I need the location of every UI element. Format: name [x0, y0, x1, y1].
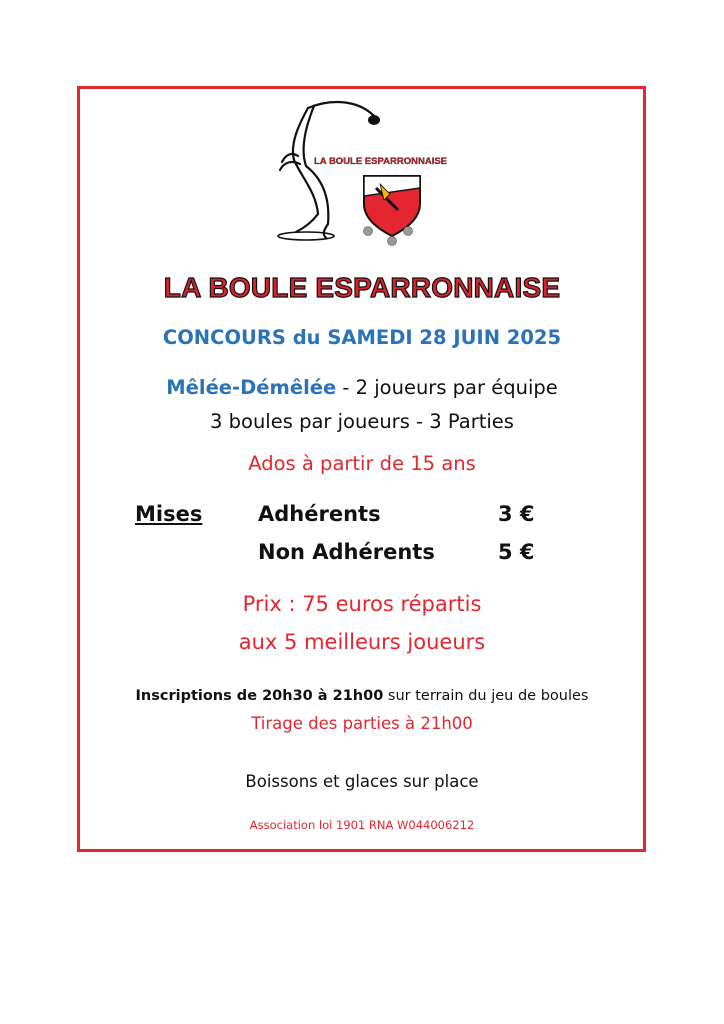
mise-non-adherents-price: 5 € [498, 540, 535, 564]
mise-non-adherents-label: Non Adhérents [258, 540, 435, 564]
prix-line-2: aux 5 meilleurs joueurs [238, 630, 486, 654]
boules-line: 3 boules par joueurs - 3 Parties [210, 410, 514, 433]
ados-line: Ados à partir de 15 ans [248, 452, 476, 475]
mise-adherents-price: 3 € [498, 502, 535, 526]
tirage-line: Tirage des parties à 21h00 [251, 714, 473, 733]
logo-text: LA BOULE ESPARRONNAISE [314, 156, 448, 167]
association-line: Association loi 1901 RNA W044006212 [249, 818, 475, 832]
format-type: Mêlée-Démêlée [166, 376, 337, 399]
mise-adherents-label: Adhérents [258, 502, 381, 526]
concours-date: CONCOURS du SAMEDI 28 JUIN 2025 [162, 326, 562, 349]
prix-line-1: Prix : 75 euros répartis [242, 592, 482, 616]
mises-label: Mises [135, 502, 203, 526]
format-line [80, 376, 644, 399]
format-detail: - 2 joueurs par équipe [336, 376, 558, 399]
inscriptions-time: Inscriptions de 20h30 à 21h00 [135, 688, 384, 704]
poster-title: LA BOULE ESPARRONNAISE [163, 272, 561, 303]
boissons-line: Boissons et glaces sur place [245, 772, 479, 791]
inscriptions-place: sur terrain du jeu de boules [383, 688, 589, 704]
inscriptions-line [80, 688, 644, 704]
petanque-player-with-crest-logo [272, 96, 482, 246]
